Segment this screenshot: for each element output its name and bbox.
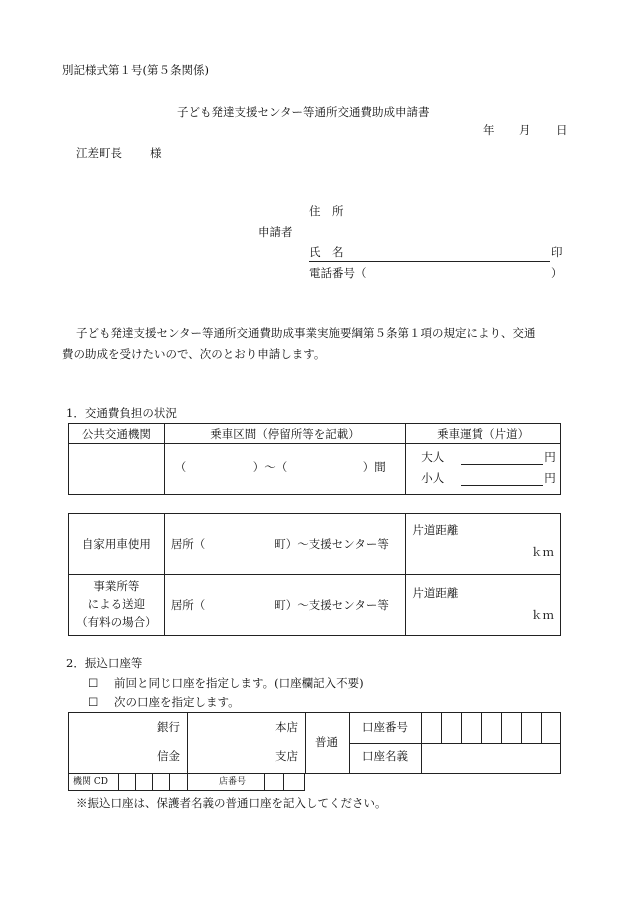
address-label: 住 所 xyxy=(309,204,344,218)
body-text-line1: 子ども発達支援センター等通所交通費助成事業実施要綱第５条第１項の規定により、交通 xyxy=(76,326,536,340)
addressee-name: 江差町長 xyxy=(76,146,122,160)
number-name-divider xyxy=(349,743,560,744)
cd-divider-2 xyxy=(135,774,136,790)
fare-adult-line xyxy=(461,464,543,465)
digit-divider-3 xyxy=(481,713,482,743)
bank-divider xyxy=(187,713,188,773)
header-public-transport: 公共交通機関 xyxy=(69,424,165,444)
fare-cell[interactable] xyxy=(406,444,561,495)
digit-divider-2 xyxy=(461,713,462,743)
private-car-distance-unit: ｋｍ xyxy=(531,545,554,559)
body-text-line2: 費の助成を受けたいので、次のとおり申請します。 xyxy=(62,347,326,361)
private-transport-table xyxy=(68,513,561,636)
name-underline xyxy=(309,261,550,262)
branch-label: 支店 xyxy=(275,749,298,763)
bn-divider-2 xyxy=(283,774,284,790)
bn-divider-1 xyxy=(264,774,265,790)
account-note: ※振込口座は、保護者名義の普通口座を記入してください。 xyxy=(76,796,387,810)
private-car-distance-label: 片道距離 xyxy=(412,523,459,537)
account-type: 普通 xyxy=(315,735,338,749)
cd-divider-4 xyxy=(169,774,170,790)
bank-account-box xyxy=(68,712,561,774)
date-month: 月 xyxy=(519,123,531,137)
cd-divider-5 xyxy=(187,774,188,790)
head-office-label: 本店 xyxy=(275,720,298,734)
route-close: ）間 xyxy=(362,460,386,474)
option-new-account: 次の口座を指定します。 xyxy=(114,695,240,709)
applicant-label: 申請者 xyxy=(258,225,293,239)
name-label: 氏 名 xyxy=(309,245,344,259)
account-number-label: 口座番号 xyxy=(362,720,408,734)
transport-table xyxy=(68,423,561,495)
header-fare: 乗車運賃（片道） xyxy=(406,424,561,444)
phone-label: 電話番号（ xyxy=(309,266,367,280)
private-car-route[interactable] xyxy=(164,514,406,575)
page-title: 子ども発達支援センター等通所交通費助成申請書 xyxy=(177,105,430,119)
section1-heading: 1．交通費負担の状況 xyxy=(66,406,177,420)
fare-adult-label: 大人 xyxy=(421,450,445,464)
date-day: 日 xyxy=(556,123,568,137)
option-same-account: 前回と同じ口座を指定します。(口座欄記入不要) xyxy=(114,676,364,690)
fare-child-yen: 円 xyxy=(544,471,556,485)
fare-adult-yen: 円 xyxy=(544,450,556,464)
account-name-label: 口座名義 xyxy=(362,749,408,763)
public-transport-cell[interactable] xyxy=(69,444,165,495)
bank-label: 銀行 xyxy=(157,720,180,734)
cd-divider-3 xyxy=(152,774,153,790)
transport-service-label-line1: 事業所等 xyxy=(93,579,140,594)
shinkin-label: 信金 xyxy=(157,749,180,763)
transport-service-distance-unit: ｋｍ xyxy=(531,608,554,622)
checkbox-same-account[interactable]: ☐ xyxy=(88,676,99,690)
code-row xyxy=(68,773,305,791)
seal-mark: 印 xyxy=(551,245,563,259)
branch-divider xyxy=(305,713,306,773)
transport-service-label-line3: （有料の場合） xyxy=(76,614,157,629)
digit-divider-1 xyxy=(441,713,442,743)
digit-divider-6 xyxy=(541,713,542,743)
header-route: 乗車区間（停留所等を記載） xyxy=(164,424,405,444)
transport-service-label xyxy=(69,575,165,636)
fare-child-line xyxy=(461,485,543,486)
route-open: （ xyxy=(174,460,187,474)
transport-service-label-line2: による送迎 xyxy=(87,597,146,612)
addressee-honorific: 様 xyxy=(150,146,162,160)
transport-service-route[interactable] xyxy=(164,575,406,636)
digit-divider-4 xyxy=(501,713,502,743)
date-year: 年 xyxy=(483,123,495,137)
private-car-route-text: 居所（ 町）～支援センター等 xyxy=(170,537,389,551)
section2-heading: 2．振込口座等 xyxy=(66,656,143,670)
branch-number-label: 店番号 xyxy=(219,777,247,787)
institution-cd-label: 機関 CD xyxy=(73,777,108,787)
route-mid: ）～（ xyxy=(252,460,288,474)
transport-service-distance[interactable] xyxy=(406,575,561,636)
private-car-distance[interactable] xyxy=(406,514,561,575)
form-label: 別記様式第１号(第５条関係) xyxy=(62,63,209,77)
cd-divider-1 xyxy=(118,774,119,790)
route-cell[interactable] xyxy=(164,444,405,495)
transport-service-route-text: 居所（ 町）～支援センター等 xyxy=(170,598,389,612)
checkbox-new-account[interactable]: ☐ xyxy=(88,695,99,709)
fare-child-label: 小人 xyxy=(421,471,445,485)
phone-close: ） xyxy=(551,266,563,280)
private-car-label: 自家用車使用 xyxy=(69,514,165,575)
digit-divider-5 xyxy=(521,713,522,743)
transport-service-distance-label: 片道距離 xyxy=(412,586,459,600)
